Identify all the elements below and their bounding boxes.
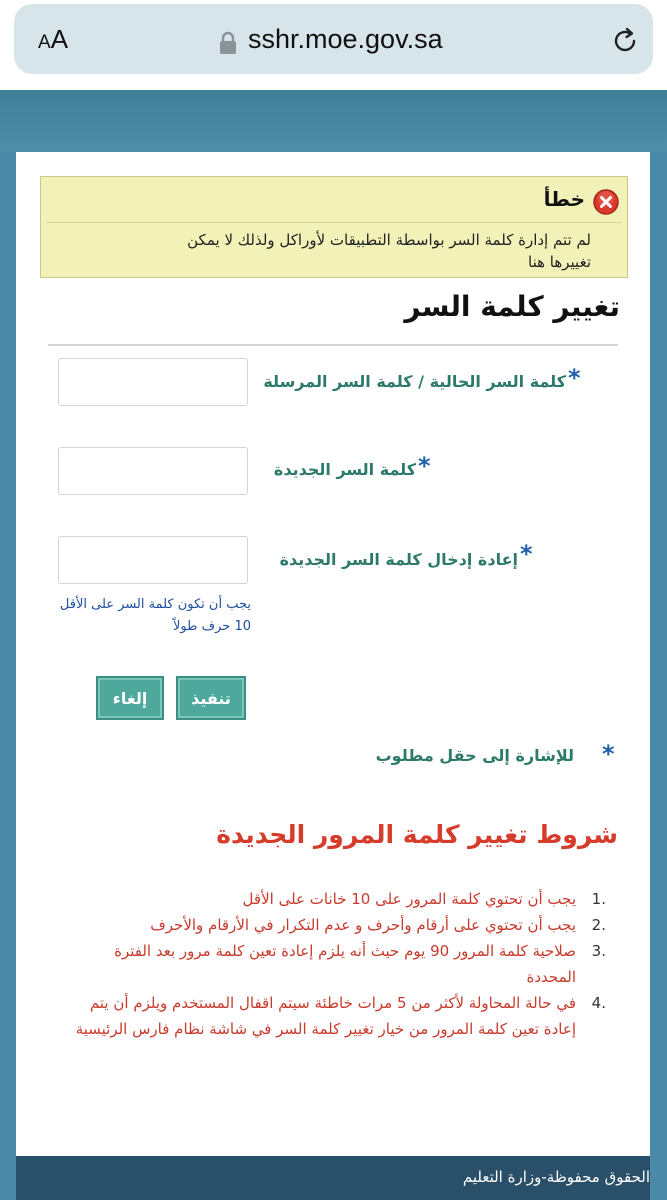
rule-number: .3 xyxy=(591,942,606,960)
current-password-label: كلمة السر الحالية / كلمة السر المرسلة xyxy=(263,372,566,391)
required-field-note: للإشارة إلى حقل مطلوب xyxy=(375,746,574,765)
list-item xyxy=(66,886,606,912)
new-password-input[interactable] xyxy=(58,447,248,495)
password-rules-list xyxy=(66,886,606,1042)
required-star: * xyxy=(568,364,581,392)
execute-button[interactable]: تنفيذ xyxy=(176,676,246,720)
rule-text: في حالة المحاولة لأكثر من 5 مرات خاطئة سيتم اقفال المستخدم ويلزم أن يتم إعادة تعين كلمة المرور من خيار تغيير كلمة السر في شاشة نظام فارس الرئيسية xyxy=(75,994,576,1038)
cancel-button[interactable]: إلغاء xyxy=(96,676,164,720)
rule-number: .1 xyxy=(591,890,606,908)
content-card xyxy=(16,152,650,1156)
required-star: * xyxy=(602,740,615,768)
title-divider xyxy=(48,344,618,346)
password-length-hint: يجب أن تكون كلمة السر على الأقل 10 حرف طولاً xyxy=(59,597,251,634)
reload-icon[interactable] xyxy=(611,26,641,56)
rule-text: يجب أن تحتوي على أرقام وأحرف و عدم التكرار في الأرقام والأحرف xyxy=(150,916,576,934)
text-size-small-glyph: A xyxy=(38,32,51,53)
text-size-large-glyph: A xyxy=(50,24,69,54)
error-icon xyxy=(593,189,619,215)
list-item xyxy=(66,912,606,938)
list-item xyxy=(66,938,606,990)
required-star: * xyxy=(418,452,431,480)
error-divider xyxy=(47,222,621,223)
rule-number: .2 xyxy=(591,916,606,934)
address-bar[interactable] xyxy=(14,4,653,74)
required-star: * xyxy=(520,540,533,568)
confirm-password-label: إعادة إدخال كلمة السر الجديدة xyxy=(279,550,518,569)
footer-copyright: الحقوق محفوظة-وزارة التعليم xyxy=(462,1168,650,1186)
rule-number: .4 xyxy=(591,994,606,1012)
lock-icon xyxy=(219,31,237,55)
url-text[interactable]: sshr.moe.gov.sa xyxy=(248,24,443,54)
confirm-password-input[interactable] xyxy=(58,536,248,584)
rule-text: صلاحية كلمة المرور 90 يوم حيث أنه يلزم إعادة تعين كلمة مرور بعد الفترة المحددة xyxy=(114,942,576,986)
error-message: لم تتم إدارة كلمة السر بواسطة التطبيقات لأوراكل ولذلك لا يمكن تغييرها هنا xyxy=(187,231,591,271)
page-title: تغيير كلمة السر xyxy=(404,290,620,323)
password-rules-title: شروط تغيير كلمة المرور الجديدة xyxy=(216,820,618,849)
error-message-box xyxy=(40,176,628,278)
browser-chrome xyxy=(0,0,667,90)
footer xyxy=(16,1156,650,1200)
new-password-label: كلمة السر الجديدة xyxy=(273,460,416,479)
header-band xyxy=(0,90,667,152)
current-password-input[interactable] xyxy=(58,358,248,406)
error-title: خطأ xyxy=(543,187,585,211)
text-size-button[interactable] xyxy=(38,24,68,55)
rule-text: يجب أن تحتوي كلمة المرور على 10 خانات على الأقل xyxy=(242,890,576,908)
list-item xyxy=(66,990,606,1042)
